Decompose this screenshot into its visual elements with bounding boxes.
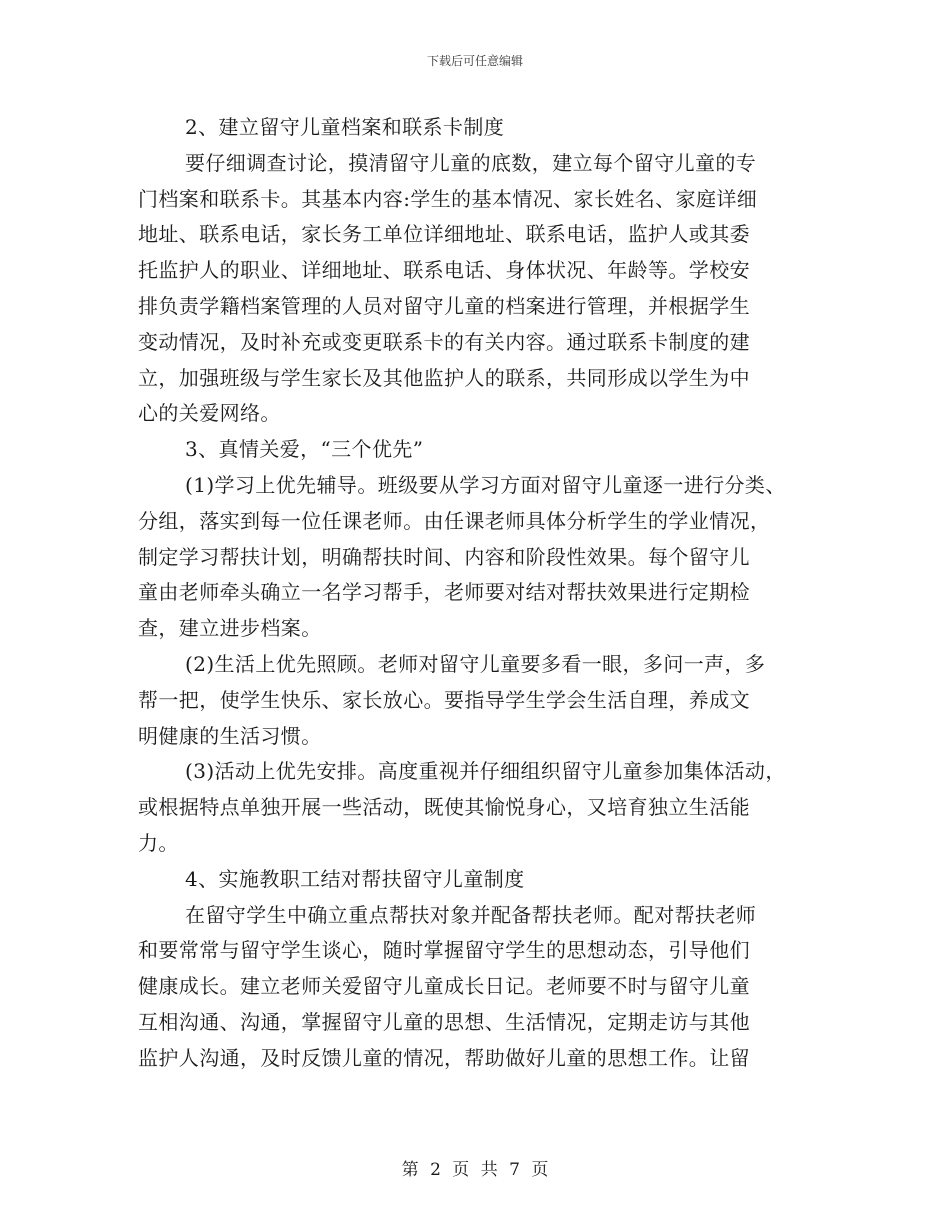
paragraph-first-line: 4、实施教职工结对帮扶留守儿童制度 (185, 866, 525, 891)
page-number: 第 2 页 共 7 页 (401, 1160, 549, 1180)
paragraph-line: 明健康的生活习惯。 (138, 723, 322, 748)
paragraph-line: 心的关爱网络。 (138, 401, 281, 426)
paragraph-first-line: (2)生活上优先照顾。老师对留守儿童要多看一眼，多问一声，多 (185, 651, 766, 676)
paragraph-first-line: 2、建立留守儿童档案和联系卡制度 (185, 115, 505, 139)
paragraph-line: 变动情况，及时补充或变更联系卡的有关内容。通过联系卡制度的建 (138, 329, 750, 354)
paragraph-line: 和要常常与留守学生谈心，随时掌握留守学生的思想动态，引导他们 (138, 938, 750, 963)
paragraph-first-line: 3、真情关爱，“三个优先” (185, 437, 424, 462)
paragraph-line: 或根据特点单独开展一些活动，既使其愉悦身心，又培育独立生活能 (138, 795, 750, 820)
page-header: 下载后可任意编辑 (426, 54, 523, 68)
paragraph-line: 排负责学籍档案管理的人员对留守儿童的档案进行管理，并根据学生 (138, 293, 750, 318)
paragraph-line: 健康成长。建立老师关爱留守儿童成长日记。老师要不时与留守儿童 (138, 974, 750, 999)
paragraph-line: 托监护人的职业、详细地址、联系电话、身体状况、年龄等。学校安 (138, 258, 750, 283)
paragraph-line: 地址、联系电话，家长务工单位详细地址、联系电话，监护人或其委 (138, 222, 750, 247)
paragraph-line: 立，加强班级与学生家长及其他监护人的联系，共同形成以学生为中 (138, 365, 750, 390)
paragraph-line: 监护人沟通，及时反馈儿童的情况，帮助做好儿童的思想工作。让留 (138, 1045, 750, 1070)
paragraph-line: 门档案和联系卡。其基本内容:学生的基本情况、家长姓名、家庭详细 (138, 186, 758, 211)
paragraph-line: 查，建立进步档案。 (138, 616, 322, 641)
paragraph-line: 分组，落实到每一位任课老师。由任课老师具体分析学生的学业情况， (138, 508, 771, 533)
paragraph-first-line: (3)活动上优先安排。高度重视并仔细组织留守儿童参加集体活动， (185, 759, 786, 784)
paragraph-line: 力。 (138, 830, 179, 855)
paragraph-first-line: 要仔细调查讨论，摸清留守儿童的底数，建立每个留守儿童的专 (185, 150, 757, 175)
paragraph-line: 童由老师牵头确立一名学习帮手，老师要对结对帮扶效果进行定期检 (138, 580, 750, 605)
document-body (138, 110, 808, 1077)
paragraph-line: 制定学习帮扶计划，明确帮扶时间、内容和阶段性效果。每个留守儿 (138, 544, 750, 569)
paragraph-line: 帮一把，使学生快乐、家长放心。要指导学生学会生活自理，养成文 (138, 687, 750, 712)
paragraph-line: 互相沟通、沟通，掌握留守儿童的思想、生活情况，定期走访与其他 (138, 1009, 750, 1034)
paragraph-first-line: (1)学习上优先辅导。班级要从学习方面对留守儿童逐一进行分类、 (185, 472, 786, 497)
paragraph-first-line: 在留守学生中确立重点帮扶对象并配备帮扶老师。配对帮扶老师 (185, 902, 757, 927)
